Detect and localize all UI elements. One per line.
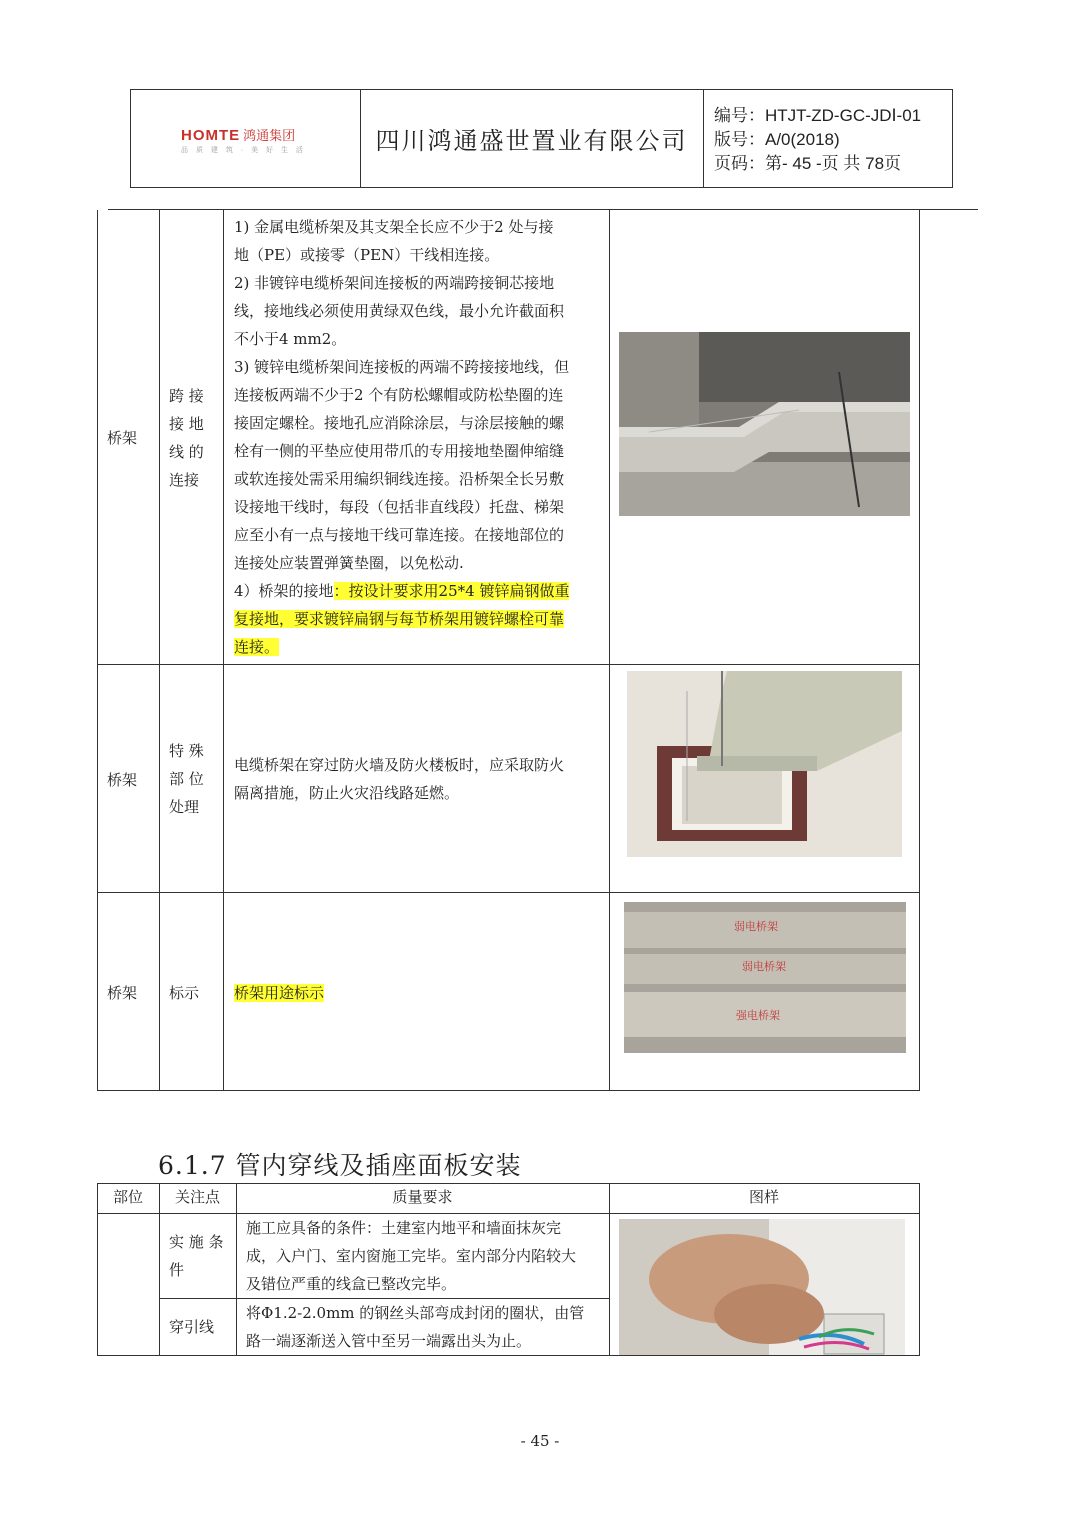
row1-requirement: 1) 金属电缆桥架及其支架全长应不少于2 处与接 地（PE）或接零（PEN）干线相连接。 2) 非镀锌电缆桥架间连接板的两端跨接铜芯接地 线，接地线必须使用黄绿双色线，最小允许截面积 不小于4 mm2。 3) 镀锌电缆桥架间连接板的两端不跨接接地线，但 连接板两端不少于2 个有防松螺帽或防松垫圈的连 接固定螺栓。接地孔应消除涂层，与涂层接触的螺 栓有一侧的平垫应使用带爪的专用接地垫圈伸缩缝 或软连接处需采用编织铜线连接。沿桥架全长另敷 设接地干线时，每段（包括非直线段）托盘、梯架 应至小有一点与接地干线可靠连接。在接地部位的 连接处应装置弹簧垫圈，以免松动. 4）桥架的接地：按设计要求用25*4 镀锌扁钢做重 复接地，要求镀锌扁钢与每节桥架用镀锌螺栓可靠 连接。	[234, 218, 570, 656]
row3-requirement	[234, 979, 324, 1007]
row2-part: 桥架	[107, 771, 138, 789]
grid-line	[97, 664, 920, 665]
row2-requirement: 电缆桥架在穿过防火墙及防火楼板时，应采取防火 隔离措施，防止火灾沿线路延燃。	[234, 756, 565, 802]
row3-part: 桥架	[107, 984, 138, 1002]
highlighted-text: 桥架用途标示	[234, 984, 325, 1002]
row2-focus: 特 殊 部 位 处理	[169, 742, 204, 816]
doc-code: 编号：HTJT-ZD-GC-JDⅠ-01	[714, 106, 922, 125]
row3-focus: 标示	[169, 984, 200, 1002]
grid-line	[159, 210, 160, 1091]
col-header-focus: 关注点	[174, 1188, 220, 1206]
grid-line	[609, 1183, 610, 1356]
grid-line	[919, 1183, 920, 1356]
tray-label: 弱电桥架	[742, 960, 786, 973]
wire-pulling-photo	[619, 1219, 905, 1355]
grid-line	[97, 210, 98, 1091]
grid-line	[97, 1355, 920, 1356]
t2-row1-requirement: 施工应具备的条件：土建室内地平和墙面抹灰完 成，入户门、室内窗施工完毕。室内部分内陷较大 及错位严重的线盒已整改完毕。	[246, 1219, 577, 1293]
row1-focus: 跨 接 接 地 线 的 连接	[169, 387, 204, 489]
grid-line	[236, 1183, 237, 1356]
t2-row2-requirement: 将Φ1.2-2.0mm 的钢丝头部弯成封闭的圈状，由管 路一端逐渐送入管中至另一端露出头为止。	[246, 1304, 585, 1350]
logo-cell	[131, 90, 361, 187]
document-meta	[704, 90, 952, 187]
grid-line	[97, 1183, 98, 1356]
grid-line	[97, 1183, 920, 1184]
section-title: 6.1.7 管内穿线及插座面板安装	[158, 1151, 522, 1180]
page-number: - 45 -	[520, 1432, 560, 1450]
grid-line	[159, 1183, 160, 1356]
doc-version: 版号：A/0(2018)	[714, 130, 840, 149]
highlighted-text: 复接地，要求镀锌扁钢与每节桥架用镀锌螺栓可靠	[234, 610, 565, 628]
header-rule	[108, 209, 978, 210]
highlighted-text: 连接。	[234, 638, 280, 656]
grid-line	[609, 210, 610, 1091]
doc-page: 页码：第- 45 -页 共 78页	[714, 154, 902, 173]
grid-line	[97, 1090, 920, 1091]
cable-tray-grounding-photo	[619, 332, 910, 516]
highlighted-text: ：按设计要求用25*4 镀锌扁钢做重	[333, 582, 570, 600]
company-logo: HOMTE 鸿通集团 品 质 建 筑 · 美 好 生 活	[181, 127, 306, 154]
col-header-image: 图样	[748, 1188, 779, 1206]
grid-line	[919, 210, 920, 1091]
row1-part: 桥架	[107, 429, 138, 447]
grid-line	[223, 210, 224, 1091]
fire-barrier-photo	[627, 671, 902, 857]
grid-line	[97, 892, 920, 893]
tray-label: 强电桥架	[736, 1009, 780, 1022]
company-name: 四川鸿通盛世置业有限公司	[360, 90, 704, 187]
document-header	[130, 89, 953, 188]
tray-label-photo	[624, 902, 906, 1053]
t2-row2-focus: 穿引线	[169, 1318, 215, 1336]
tray-label: 弱电桥架	[734, 920, 778, 933]
col-header-requirement: 质量要求	[392, 1188, 453, 1206]
t2-row1-focus: 实 施 条 件	[169, 1233, 224, 1279]
col-header-part: 部位	[112, 1188, 143, 1206]
